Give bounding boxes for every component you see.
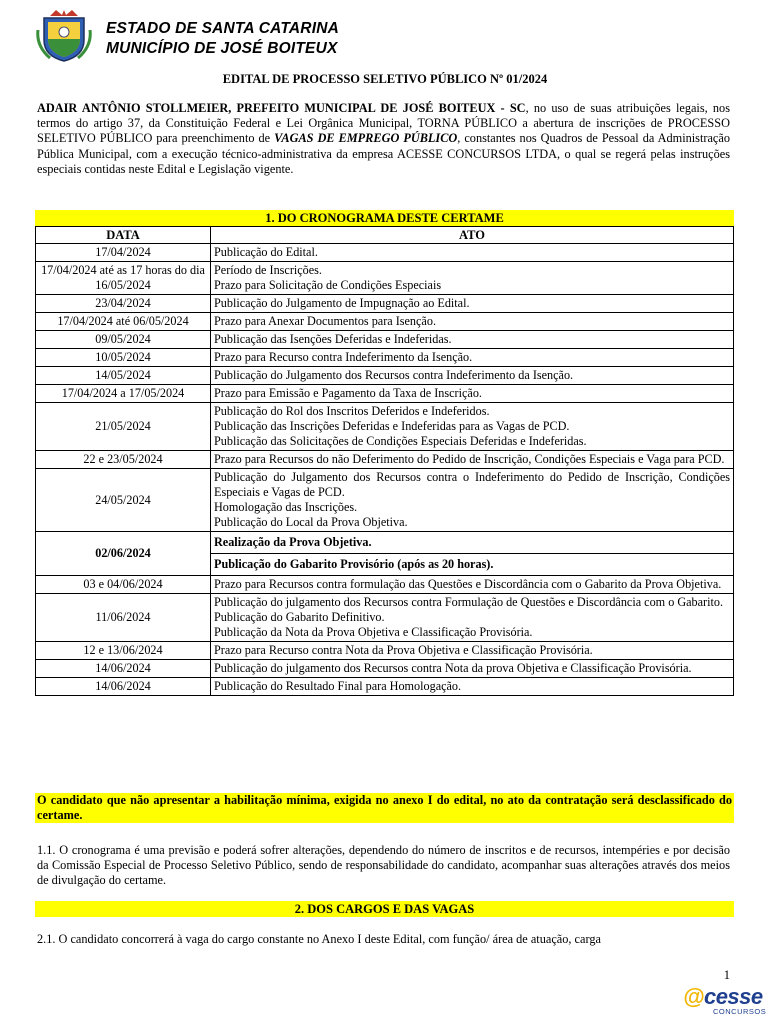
row-act bbox=[211, 295, 734, 313]
row-act bbox=[211, 367, 734, 385]
table-row bbox=[36, 349, 734, 367]
table-row bbox=[36, 244, 734, 262]
intro-highlight: VAGAS DE EMPREGO PÚBLICO bbox=[274, 131, 458, 146]
row-date: 17/04/2024 a 17/05/2024 bbox=[36, 385, 211, 403]
row-date: 14/06/2024 bbox=[36, 678, 211, 696]
act-line: Prazo para Recurso contra Nota da Prova Objetiva e Classificação Provisória. bbox=[214, 643, 593, 657]
row-act bbox=[211, 660, 734, 678]
row-date: 17/04/2024 até 06/05/2024 bbox=[36, 313, 211, 331]
table-row bbox=[36, 403, 734, 451]
schedule-table bbox=[35, 226, 734, 696]
document-header bbox=[36, 8, 736, 60]
acesse-logo-subtitle: CONCURSOS bbox=[713, 1007, 767, 1016]
row-act: Realização da Prova Objetiva. bbox=[211, 532, 734, 554]
row-date: 10/05/2024 bbox=[36, 349, 211, 367]
row-date: 11/06/2024 bbox=[36, 594, 211, 642]
act-line: Prazo para Recursos do não Deferimento do Pedido de Inscrição, Condições Especiais e Vaga para PCD. bbox=[214, 452, 725, 466]
table-row bbox=[36, 295, 734, 313]
row-date: 21/05/2024 bbox=[36, 403, 211, 451]
row-date: 24/05/2024 bbox=[36, 469, 211, 532]
act-line: Publicação do Julgamento dos Recursos contra Indeferimento da Isenção. bbox=[214, 368, 574, 382]
act-line: Publicação do julgamento dos Recursos contra Formulação de Questões e Discordância com o Gabarito. bbox=[214, 595, 724, 609]
act-line: Prazo para Recurso contra Indeferimento da Isenção. bbox=[214, 350, 473, 364]
act-line: Prazo para Solicitação de Condições Especiais bbox=[214, 278, 442, 292]
intro-text-1: , no uso de suas atribuições legais, nos termos do artigo 37, da Constituição Federal e Lei Orgânica Municipal, TORNA PÚBLICO a abertura de inscrições de PROCESSO SELETIVO PÚBLICO para preenchimento de bbox=[37, 101, 730, 146]
table-row bbox=[36, 642, 734, 660]
row-act bbox=[211, 403, 734, 451]
row-date: 14/05/2024 bbox=[36, 367, 211, 385]
act-line: Publicação do Julgamento de Impugnação ao Edital. bbox=[214, 296, 470, 310]
table-row bbox=[36, 594, 734, 642]
paragraph-2-1: 2.1. O candidato concorrerá à vaga do cargo constante no Anexo I deste Edital, com função/ área de atuação, carga bbox=[37, 932, 601, 946]
table-row bbox=[36, 576, 734, 594]
table-row bbox=[36, 532, 734, 554]
act-line: Prazo para Anexar Documentos para Isenção. bbox=[214, 314, 436, 328]
intro-paragraph bbox=[37, 101, 730, 177]
row-act bbox=[211, 331, 734, 349]
row-date: 02/06/2024 bbox=[36, 532, 211, 576]
row-act bbox=[211, 576, 734, 594]
act-line: Publicação do Julgamento dos Recursos contra o Indeferimento do Pedido de Inscrição, Condições Especiais e Vagas de PCD. bbox=[214, 470, 730, 499]
column-header-date: DATA bbox=[36, 227, 211, 244]
municipal-crest-icon bbox=[36, 10, 92, 62]
edital-title: EDITAL DE PROCESSO SELETIVO PÚBLICO Nº 01/2024 bbox=[222, 72, 548, 86]
table-row bbox=[36, 451, 734, 469]
act-line: Publicação do Rol dos Inscritos Deferidos e Indeferidos. bbox=[214, 404, 490, 418]
act-line: Prazo para Emissão e Pagamento da Taxa de Inscrição. bbox=[214, 386, 482, 400]
intro-text-2: , constantes nos Quadros de Pessoal da Administração Pública Municipal, com a execução técnico-administrativa da empresa ACESSE CONCURSOS LTDA, o qual se regerá pelas instruções especiais contidas neste Edital e Legislação vigente. bbox=[37, 131, 730, 176]
table-row bbox=[36, 660, 734, 678]
table-row bbox=[36, 385, 734, 403]
acesse-logo bbox=[673, 984, 765, 1020]
municipality-name: MUNICÍPIO DE JOSÉ BOITEUX bbox=[106, 40, 338, 57]
intro-lead: ADAIR ANTÔNIO STOLLMEIER, PREFEITO MUNICIPAL DE JOSÉ BOITEUX - SC bbox=[37, 101, 526, 115]
row-act bbox=[211, 349, 734, 367]
row-act bbox=[211, 642, 734, 660]
row-act bbox=[211, 262, 734, 295]
row-date: 03 e 04/06/2024 bbox=[36, 576, 211, 594]
table-row bbox=[36, 678, 734, 696]
row-date: 12 e 13/06/2024 bbox=[36, 642, 211, 660]
section-1-title: 1. DO CRONOGRAMA DESTE CERTAME bbox=[35, 210, 734, 226]
act-line: Publicação das Solicitações de Condições Especiais Deferidas e Indeferidas. bbox=[214, 434, 587, 448]
table-row bbox=[36, 313, 734, 331]
acesse-logo-wordmark: @cesse bbox=[683, 984, 763, 1009]
row-act bbox=[211, 594, 734, 642]
page-number: 1 bbox=[723, 968, 730, 982]
act-line: Publicação do julgamento dos Recursos contra Nota da prova Objetiva e Classificação Provisória. bbox=[214, 661, 692, 675]
row-date: 09/05/2024 bbox=[36, 331, 211, 349]
row-act: Publicação do Gabarito Provisório (após as 20 horas). bbox=[211, 554, 734, 576]
act-line: Período de Inscrições. bbox=[214, 263, 322, 277]
schedule-table-body bbox=[36, 244, 734, 696]
act-line: Publicação do Resultado Final para Homologação. bbox=[214, 679, 462, 693]
row-date: 23/04/2024 bbox=[36, 295, 211, 313]
section-2-title: 2. DOS CARGOS E DAS VAGAS bbox=[35, 901, 734, 917]
row-date: 17/04/2024 bbox=[36, 244, 211, 262]
row-act bbox=[211, 451, 734, 469]
state-name: ESTADO DE SANTA CATARINA bbox=[106, 20, 339, 37]
schedule-header-row bbox=[36, 227, 734, 244]
act-line: Prazo para Recursos contra formulação das Questões e Discordância com o Gabarito da Prova Objetiva. bbox=[214, 577, 722, 591]
column-header-act: ATO bbox=[211, 227, 734, 244]
paragraph-1-1: 1.1. O cronograma é uma previsão e poderá sofrer alterações, dependendo do número de inscritos e de recursos, intempéries e por decisão da Comissão Especial de Processo Seletivo Público, sendo de responsabilidade do candidato, acompanhar suas alterações através dos meios de divulgação do certame. bbox=[37, 843, 730, 888]
row-date: 14/06/2024 bbox=[36, 660, 211, 678]
act-line: Homologação das Inscrições. bbox=[214, 500, 358, 514]
act-line: Publicação das Isenções Deferidas e Indeferidas. bbox=[214, 332, 452, 346]
table-row bbox=[36, 262, 734, 295]
row-act bbox=[211, 469, 734, 532]
act-line: Publicação das Inscrições Deferidas e Indeferidas para as Vagas de PCD. bbox=[214, 419, 570, 433]
row-date: 22 e 23/05/2024 bbox=[36, 451, 211, 469]
table-row bbox=[36, 469, 734, 532]
row-act bbox=[211, 244, 734, 262]
row-act bbox=[211, 385, 734, 403]
row-date: 17/04/2024 até as 17 horas do dia 16/05/2024 bbox=[36, 262, 211, 295]
table-row bbox=[36, 331, 734, 349]
table-row bbox=[36, 367, 734, 385]
act-line: Publicação do Gabarito Definitivo. bbox=[214, 610, 385, 624]
act-line: Publicação do Edital. bbox=[214, 245, 318, 259]
habilitation-warning: O candidato que não apresentar a habilitação mínima, exigida no anexo I do edital, no ato da contratação será desclassificado do certame. bbox=[37, 793, 732, 822]
act-line: Publicação da Nota da Prova Objetiva e Classificação Provisória. bbox=[214, 625, 533, 639]
row-act bbox=[211, 313, 734, 331]
act-line: Publicação do Local da Prova Objetiva. bbox=[214, 515, 408, 529]
row-act bbox=[211, 678, 734, 696]
